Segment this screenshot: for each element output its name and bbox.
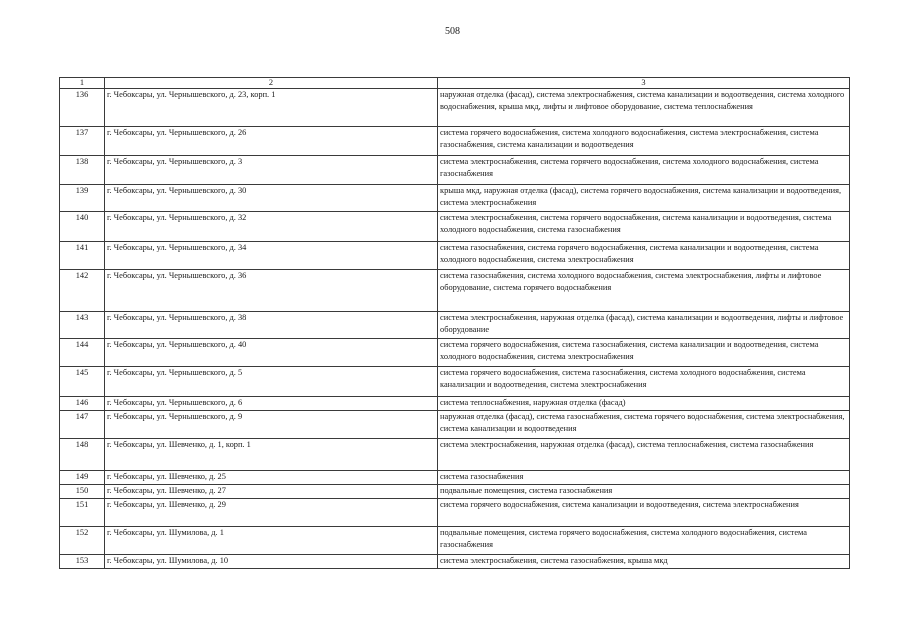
row-systems: система электроснабжения, система горячего водоснабжения, система канализации и водоотведения, система холодного водоснабжения, система газоснабжения (438, 212, 850, 242)
row-address: г. Чебоксары, ул. Чернышевского, д. 5 (105, 367, 438, 397)
table-row (60, 312, 850, 339)
row-systems: подвальные помещения, система горячего водоснабжения, система холодного водоснабжения, система газоснабжения (438, 527, 850, 555)
row-number: 136 (60, 89, 105, 127)
table-row (60, 411, 850, 439)
row-number: 152 (60, 527, 105, 555)
row-systems: наружная отделка (фасад), система электроснабжения, система канализации и водоотведения, система холодного водоснабжения, крыша мкд, лифты и лифтовое оборудование, система теплоснабжения (438, 89, 850, 127)
table-header-row (60, 78, 850, 89)
row-number: 149 (60, 471, 105, 485)
row-number: 145 (60, 367, 105, 397)
column-header-systems: 3 (438, 78, 850, 89)
row-address: г. Чебоксары, ул. Шевченко, д. 29 (105, 499, 438, 527)
table-row (60, 127, 850, 156)
table-row (60, 397, 850, 411)
table-row (60, 242, 850, 270)
row-number: 143 (60, 312, 105, 339)
table-row (60, 439, 850, 471)
row-systems: система электроснабжения, система газоснабжения, крыша мкд (438, 555, 850, 569)
row-address: г. Чебоксары, ул. Чернышевского, д. 34 (105, 242, 438, 270)
column-header-address: 2 (105, 78, 438, 89)
row-address: г. Чебоксары, ул. Чернышевского, д. 40 (105, 339, 438, 367)
row-systems: система газоснабжения, система горячего водоснабжения, система канализации и водоотведения, система холодного водоснабжения, система электроснабжения (438, 242, 850, 270)
row-address: г. Чебоксары, ул. Чернышевского, д. 6 (105, 397, 438, 411)
row-systems: система газоснабжения, система холодного водоснабжения, система электроснабжения, лифты и лифтовое оборудование, система горячего водоснабжения (438, 270, 850, 312)
row-systems: система горячего водоснабжения, система газоснабжения, система канализации и водоотведения, система холодного водоснабжения, система электроснабжения (438, 339, 850, 367)
row-address: г. Чебоксары, ул. Шевченко, д. 25 (105, 471, 438, 485)
row-number: 147 (60, 411, 105, 439)
table-row (60, 527, 850, 555)
buildings-table (59, 77, 850, 569)
row-number: 153 (60, 555, 105, 569)
row-systems: система горячего водоснабжения, система газоснабжения, система холодного водоснабжения, система канализации и водоотведения, система электроснабжения (438, 367, 850, 397)
table-row (60, 471, 850, 485)
table-row (60, 212, 850, 242)
row-number: 144 (60, 339, 105, 367)
table-row (60, 185, 850, 212)
table-row (60, 485, 850, 499)
row-address: г. Чебоксары, ул. Чернышевского, д. 36 (105, 270, 438, 312)
table-row (60, 499, 850, 527)
table-row (60, 367, 850, 397)
table-row (60, 555, 850, 569)
row-address: г. Чебоксары, ул. Шевченко, д. 27 (105, 485, 438, 499)
row-systems: наружная отделка (фасад), система газоснабжения, система горячего водоснабжения, система электроснабжения, система канализации и водоотведения (438, 411, 850, 439)
row-number: 151 (60, 499, 105, 527)
page-number: 508 (445, 26, 460, 37)
row-systems: система электроснабжения, система горячего водоснабжения, система холодного водоснабжения, система газоснабжения (438, 156, 850, 185)
row-address: г. Чебоксары, ул. Чернышевского, д. 23, корп. 1 (105, 89, 438, 127)
row-address: г. Чебоксары, ул. Чернышевского, д. 3 (105, 156, 438, 185)
row-number: 141 (60, 242, 105, 270)
table-row (60, 89, 850, 127)
row-address: г. Чебоксары, ул. Чернышевского, д. 38 (105, 312, 438, 339)
row-systems: подвальные помещения, система газоснабжения (438, 485, 850, 499)
row-number: 148 (60, 439, 105, 471)
row-number: 140 (60, 212, 105, 242)
row-address: г. Чебоксары, ул. Шумилова, д. 10 (105, 555, 438, 569)
row-systems: система горячего водоснабжения, система канализации и водоотведения, система электроснабжения (438, 499, 850, 527)
row-address: г. Чебоксары, ул. Шумилова, д. 1 (105, 527, 438, 555)
row-systems: система электроснабжения, наружная отделка (фасад), система теплоснабжения, система газоснабжения (438, 439, 850, 471)
row-number: 146 (60, 397, 105, 411)
row-systems: система газоснабжения (438, 471, 850, 485)
row-number: 150 (60, 485, 105, 499)
row-systems: система электроснабжения, наружная отделка (фасад), система канализации и водоотведения, лифты и лифтовое оборудование (438, 312, 850, 339)
row-address: г. Чебоксары, ул. Шевченко, д. 1, корп. 1 (105, 439, 438, 471)
row-number: 138 (60, 156, 105, 185)
row-address: г. Чебоксары, ул. Чернышевского, д. 26 (105, 127, 438, 156)
row-systems: система горячего водоснабжения, система холодного водоснабжения, система электроснабжения, система газоснабжения, система канализации и водоотведения (438, 127, 850, 156)
row-systems: крыша мкд, наружная отделка (фасад), система горячего водоснабжения, система канализации и водоотведения, система электроснабжения (438, 185, 850, 212)
row-number: 137 (60, 127, 105, 156)
table-row (60, 270, 850, 312)
table-row (60, 156, 850, 185)
table-row (60, 339, 850, 367)
row-number: 142 (60, 270, 105, 312)
row-systems: система теплоснабжения, наружная отделка (фасад) (438, 397, 850, 411)
row-address: г. Чебоксары, ул. Чернышевского, д. 32 (105, 212, 438, 242)
row-address: г. Чебоксары, ул. Чернышевского, д. 30 (105, 185, 438, 212)
column-header-number: 1 (60, 78, 105, 89)
row-number: 139 (60, 185, 105, 212)
row-address: г. Чебоксары, ул. Чернышевского, д. 9 (105, 411, 438, 439)
